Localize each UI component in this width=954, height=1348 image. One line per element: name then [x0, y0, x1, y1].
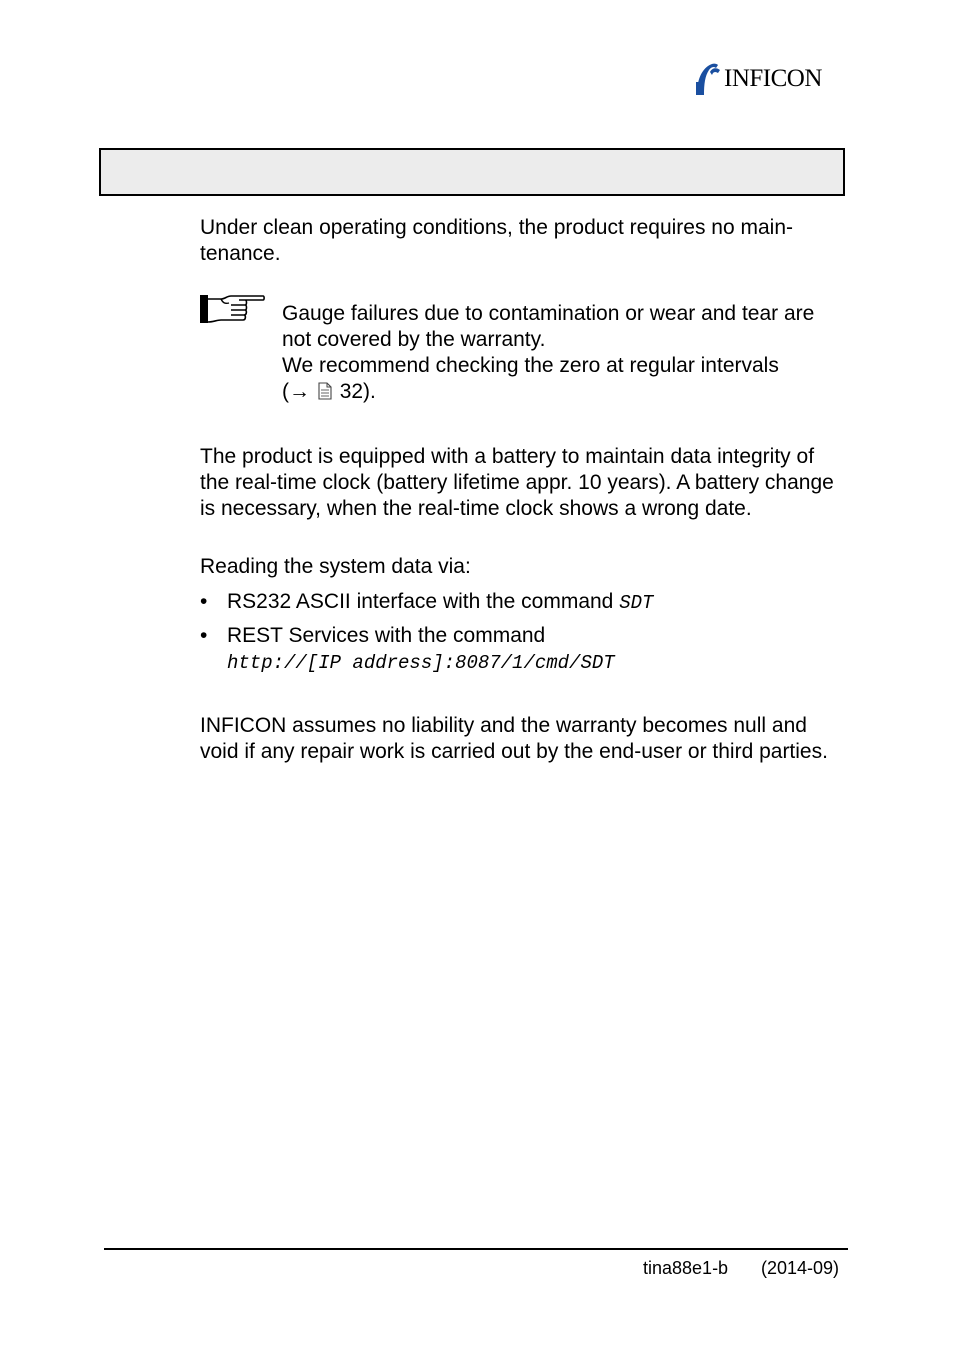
- pointing-hand-icon: [199, 293, 265, 325]
- battery-paragraph: [200, 444, 840, 522]
- liability-paragraph: [200, 713, 840, 765]
- note-recommend-text: We recommend checking the zero at regular intervals: [282, 354, 779, 377]
- page-reference-icon: [318, 382, 332, 400]
- section-heading-bar: [99, 148, 845, 196]
- note-page-reference: [282, 379, 842, 405]
- maintenance-paragraph: [200, 215, 840, 267]
- list-item-rest: [200, 623, 840, 675]
- note-ref-page: 32).: [339, 380, 376, 403]
- bullet-marker: •: [200, 624, 208, 647]
- note-text-block: [282, 301, 842, 405]
- rs232-command: SDT: [619, 592, 654, 614]
- footer-doc-id: tina88e1-b: [643, 1258, 729, 1278]
- maintenance-text: Under clean operating conditions, the product requires no main-tenance.: [200, 216, 794, 265]
- footer-date: (2014-09): [761, 1258, 840, 1278]
- footer-divider: [104, 1248, 848, 1250]
- rest-text: REST Services with the command: [227, 624, 546, 647]
- inficon-logo: [694, 62, 846, 96]
- rs232-text: RS232 ASCII interface with the command: [227, 590, 614, 613]
- battery-text: The product is equipped with a battery to maintain data integrity of the real-time clock (battery lifetime appr. 10 years). A battery change is necessary, when the real-time clock shows a wrong date.: [200, 445, 834, 520]
- rest-command: http://[IP address]:8087/1/cmd/SDT: [227, 652, 615, 674]
- reading-paragraph: [200, 554, 840, 580]
- list-item-rs232: [200, 589, 840, 615]
- note-warranty-text: Gauge failures due to contamination or wear and tear are not covered by the warranty.: [282, 302, 815, 351]
- rs232-item-text: [227, 589, 653, 616]
- note-ref-arrow: (→: [282, 380, 310, 403]
- logo-wordmark: INFICON: [724, 65, 822, 92]
- reading-text: Reading the system data via:: [200, 555, 471, 578]
- rest-item-text: [227, 623, 615, 676]
- bullet-marker: •: [200, 590, 208, 613]
- inficon-logo-mark-icon: [694, 62, 724, 96]
- liability-text: INFICON assumes no liability and the warranty becomes null and void if any repair work is carried out by the end-user or third parties.: [200, 714, 828, 763]
